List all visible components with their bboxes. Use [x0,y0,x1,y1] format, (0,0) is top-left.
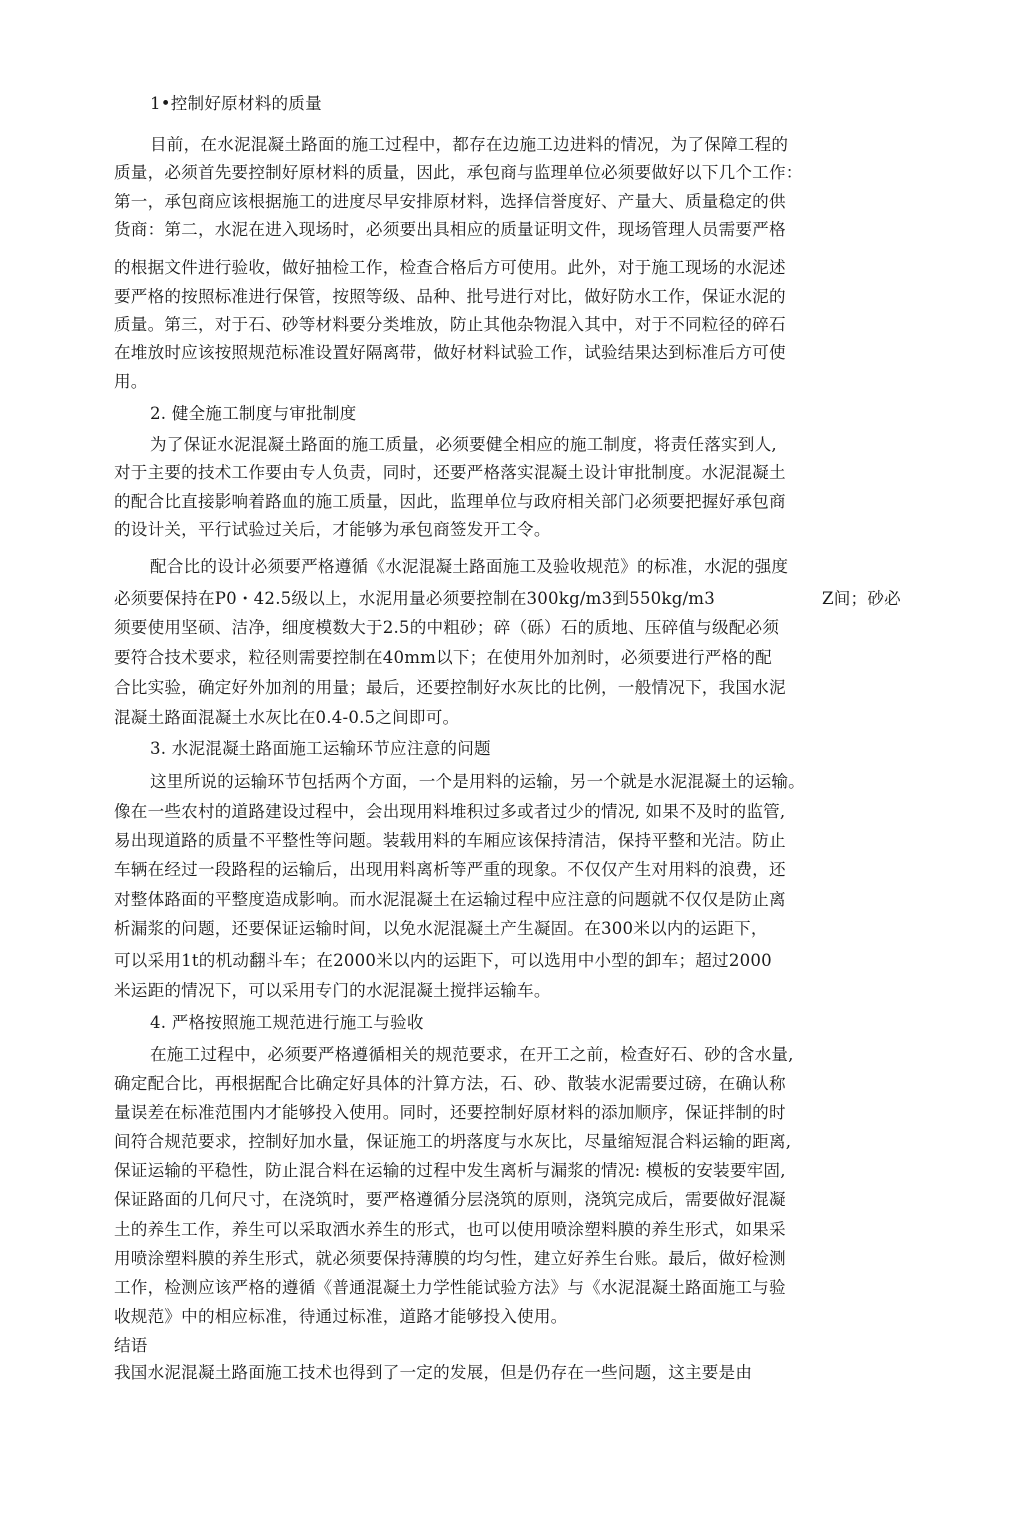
paragraph-line: 易出现道路的质量不平整性等问题。装载用料的车厢应该保持清洁，保持平整和光洁。防止 [114,831,786,850]
paragraph-line: 货商：第二，水泥在进入现场时，必须要出具相应的质量证明文件，现场管理人员需要严格 [114,220,786,239]
paragraph-line: 质量，必须首先要控制好原材料的质量，因此，承包商与监理单位必须要做好以下几个工作： [114,163,803,182]
paragraph-line: 的配合比直接影响着路血的施工质量，因此，监理单位与政府相关部门必须要把握好承包商 [114,492,786,511]
section-heading: 4. 严格按照施工规范进行施工与验收 [150,1013,424,1032]
paragraph-line: 的设计关，平行试验过关后，才能够为承包商签发开工令。 [114,520,551,539]
paragraph-line: 析漏浆的问题，还要保证运输时间，以免水泥混凝土产生凝固。在300米以内的运距下， [114,919,768,938]
paragraph-line: 第一，承包商应该根据施工的进度尽早安排原材料，选择信誉度好、产量大、质量稳定的供 [114,192,786,211]
paragraph-line: 用喷涂塑料膜的养生形式，就必须要保持薄膜的均匀性，建立好养生台账。最后，做好检测 [114,1249,786,1268]
paragraph-line: 像在一些农村的道路建设过程中，会出现用料堆积过多或者过少的情况, 如果不及时的监管, [114,802,786,821]
paragraph-line: 保证运输的平稳性，防止混合料在运输的过程中发生离析与漏浆的情况: 模板的安装要牢固, [114,1161,786,1180]
paragraph-line: 车辆在经过一段路程的运输后，出现用料离析等严重的现象。不仅仅产生对用料的浪费，还 [114,860,786,879]
section-heading: 2. 健全施工制度与审批制度 [150,404,357,423]
paragraph-line: 要符合技术要求，粒径则需要控制在40mm以下；在使用外加剂时，必须要进行严格的配 [114,648,772,667]
paragraph-line: 在堆放时应该按照规范标准设置好隔离带，做好材料试验工作，试验结果达到标准后方可使 [114,343,786,362]
paragraph-line: 间符合规范要求，控制好加水量，保证施工的坍落度与水灰比，尽量缩短混合料运输的距离, [114,1132,792,1151]
paragraph-line: 的根据文件进行验收，做好抽检工作，检查合格后方可使用。此外，对于施工现场的水泥述 [114,258,786,277]
section-heading: 我国水泥混凝土路面施工技术也得到了一定的发展，但是仍存在一些问题，这主要是由 [114,1363,753,1382]
paragraph-line: 须要使用坚硕、洁净，细度模数大于2.5的中粗砂；碎（砾）石的质地、压碎值与级配必须 [114,618,780,637]
paragraph-line: 米运距的情况下，可以采用专门的水泥混凝土搅拌运输车。 [114,981,551,1000]
paragraph-line: 用。 [114,372,148,391]
paragraph-line: 目前，在水泥混凝土路面的施工过程中，都存在边施工边进料的情况，为了保障工程的 [150,135,789,154]
section-heading: 1•控制好原材料的质量 [150,94,322,113]
paragraph-line: 质量。第三，对于石、砂等材料要分类堆放，防止其他杂物混入其中，对于不同粒径的碎石 [114,315,786,334]
paragraph-line: 土的养生工作，养生可以采取洒水养生的形式，也可以使用喷涂塑料膜的养生形式，如果采 [114,1220,786,1239]
paragraph-line: 这里所说的运输环节包括两个方面，一个是用料的运输，另一个就是水泥混凝土的运输。 [150,772,805,791]
paragraph-line: 配合比的设计必须要严格遵循《水泥混凝土路面施工及验收规范》的标准，水泥的强度 [150,557,789,576]
paragraph-line: 必须要保持在P0・42.5级以上，水泥用量必须要控制在300kg/m3到550kg/m3 [114,589,715,608]
paragraph-line: 可以采用1t的机动翻斗车；在2000米以内的运距下，可以选用中小型的卸车；超过2000 [114,951,772,970]
paragraph-line: 要严格的按照标准进行保管，按照等级、品种、批号进行对比，做好防水工作，保证水泥的 [114,287,786,306]
paragraph-line: 结语 [114,1336,148,1355]
paragraph-line: 收规范》中的相应标准，待通过标准，道路才能够投入使用。 [114,1307,568,1326]
paragraph-line: 确定配合比，再根据配合比确定好具体的汁算方法，石、砂、散装水泥需要过磅，在确认称 [114,1074,786,1093]
paragraph-line: 对整体路面的平整度造成影响。而水泥混凝土在运输过程中应注意的问题就不仅仅是防止离 [114,890,786,909]
paragraph-line: 工作，检测应该严格的遵循《普通混凝土力学性能试验方法》与《水泥混凝土路面施工与验 [114,1278,786,1297]
paragraph-line: 对于主要的技术工作要由专人负责，同时，还要严格落实混凝土设计审批制度。水泥混凝土 [114,463,786,482]
paragraph-line: 为了保证水泥混凝土路面的施工质量，必须要健全相应的施工制度，将责任落实到人, [150,435,777,454]
paragraph-line: 混凝土路面混凝土水灰比在0.4-0.5之间即可。 [114,708,460,727]
paragraph-line: 量误差在标准范围内才能够投入使用。同时，还要控制好原材料的添加顺序，保证拌制的时 [114,1103,786,1122]
paragraph-line-tail: Z间；砂必 [822,589,901,608]
section-heading: 3. 水泥混凝土路面施工运输环节应注意的问题 [150,739,491,758]
paragraph-line: 在施工过程中，必须要严格遵循相关的规范要求，在开工之前，检查好石、砂的含水量, [150,1045,794,1064]
paragraph-line: 合比实验，确定好外加剂的用量；最后，还要控制好水灰比的比例，一般情况下，我国水泥 [114,678,786,697]
paragraph-line: 保证路面的几何尺寸，在浇筑时，要严格遵循分层浇筑的原则，浇筑完成后，需要做好混凝 [114,1190,786,1209]
